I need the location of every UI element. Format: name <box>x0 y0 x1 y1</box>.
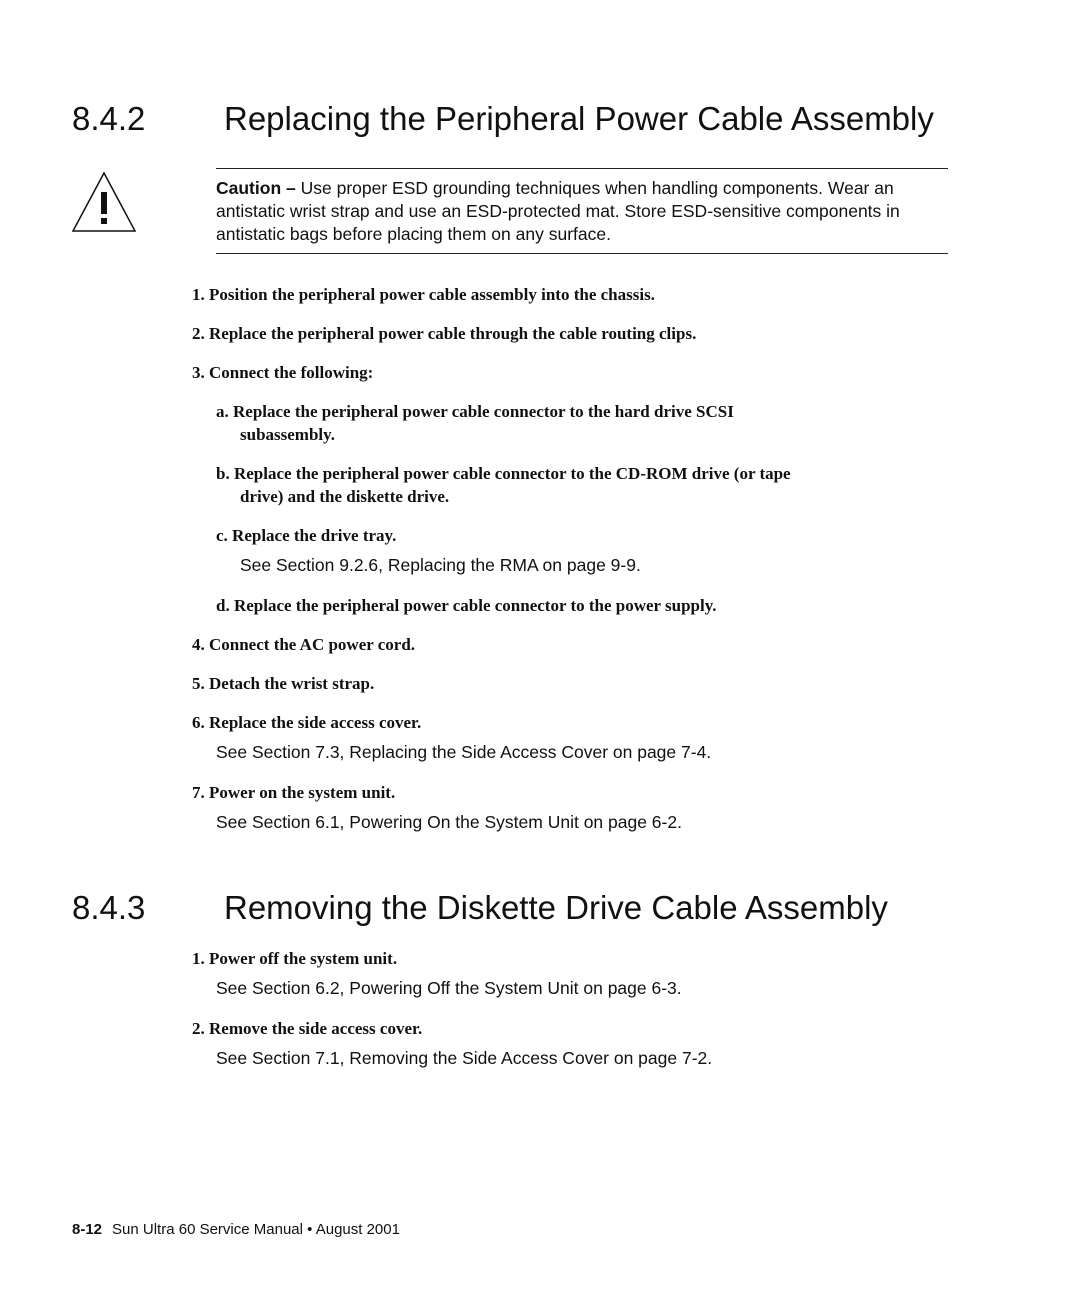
step-item: 6. Replace the side access cover. <box>192 713 422 732</box>
section-number: 8.4.3 <box>72 889 146 926</box>
step-item: 4. Connect the AC power cord. <box>192 635 416 654</box>
cross-reference: See Section 9.2.6, Replacing the RMA on page 9-9. <box>240 555 641 575</box>
page-footer <box>72 1221 400 1238</box>
section-title: Replacing the Peripheral Power Cable Assembly <box>224 100 934 137</box>
substep-item: d. Replace the peripheral power cable connector to the power supply. <box>216 596 717 615</box>
page-number: 8-12 <box>72 1221 103 1238</box>
step-item: 7. Power on the system unit. <box>192 783 396 802</box>
caution-label: Caution – <box>216 178 296 198</box>
substep-item-cont: subassembly. <box>240 425 335 444</box>
section-title: Removing the Diskette Drive Cable Assembly <box>224 889 888 926</box>
caution-top-rule <box>216 168 948 169</box>
step-item: 1. Power off the system unit. <box>192 949 398 968</box>
substep-item-cont: drive) and the diskette drive. <box>240 487 450 506</box>
substep-item: a. Replace the peripheral power cable connector to the hard drive SCSI <box>216 402 734 421</box>
cross-reference: See Section 6.2, Powering Off the System Unit on page 6-3. <box>216 978 682 998</box>
warning-triangle-icon <box>70 170 138 234</box>
cross-reference: See Section 6.1, Powering On the System Unit on page 6-2. <box>216 812 682 832</box>
substep-item: c. Replace the drive tray. <box>216 526 397 545</box>
footer-text: Sun Ultra 60 Service Manual • August 2001 <box>112 1221 400 1238</box>
caution-bottom-rule <box>216 253 948 254</box>
step-item: 2. Replace the peripheral power cable through the cable routing clips. <box>192 324 697 343</box>
step-item: 1. Position the peripheral power cable assembly into the chassis. <box>192 285 655 304</box>
cross-reference: See Section 7.3, Replacing the Side Access Cover on page 7-4. <box>216 742 712 762</box>
caution-body: Use proper ESD grounding techniques when handling components. Wear an antistatic wrist strap and use an ESD-protected mat. Store ESD-sensitive components in antistatic bags before placing them on any surface. <box>216 178 900 244</box>
step-item: 2. Remove the side access cover. <box>192 1019 423 1038</box>
step-item: 5. Detach the wrist strap. <box>192 674 375 693</box>
substep-item: b. Replace the peripheral power cable connector to the CD-ROM drive (or tape <box>216 464 791 483</box>
step-item: 3. Connect the following: <box>192 363 374 382</box>
cross-reference: See Section 7.1, Removing the Side Access Cover on page 7-2. <box>216 1048 713 1068</box>
caution-note <box>216 177 946 246</box>
section-number: 8.4.2 <box>72 100 146 137</box>
